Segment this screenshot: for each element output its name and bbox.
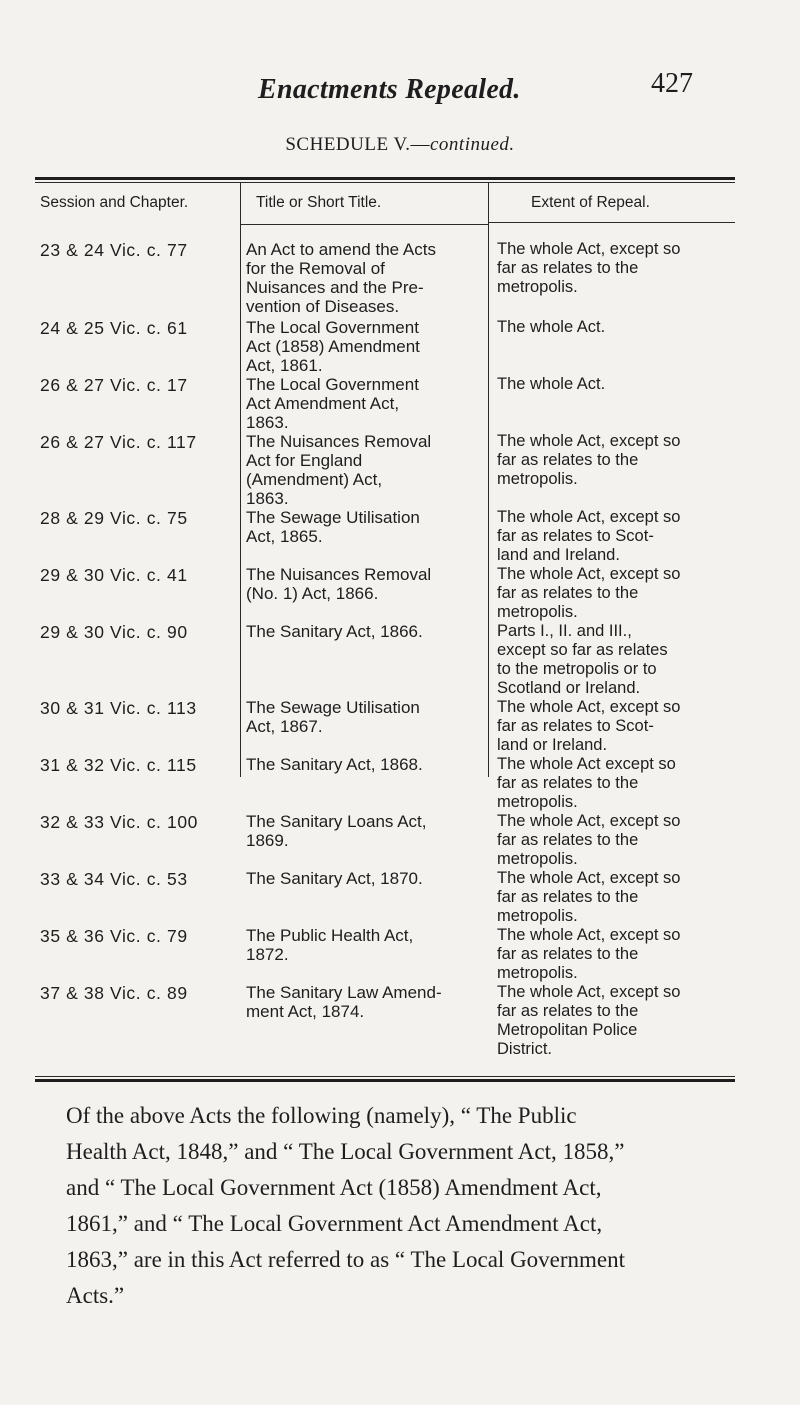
column-header-title: Title or Short Title.	[256, 194, 382, 211]
table-bottom-rule-thin	[35, 1076, 735, 1077]
table-top-rule	[35, 177, 735, 180]
act-title: The Nuisances Removal (No. 1) Act, 1866.	[246, 565, 432, 603]
session-chapter: 26 & 27 Vic. c. 117	[40, 432, 197, 452]
session-chapter: 33 & 34 Vic. c. 53	[40, 869, 188, 889]
act-title: The Sanitary Loans Act, 1869.	[246, 812, 427, 850]
session-chapter: 29 & 30 Vic. c. 41	[40, 565, 188, 585]
repeal-extent: The whole Act except so far as relates to the metropolis.	[497, 755, 676, 811]
repeal-extent: The whole Act, except so far as relates to the metropolis.	[497, 432, 681, 488]
act-title: The Sanitary Act, 1866.	[246, 622, 423, 641]
act-title: The Sanitary Law Amend- ment Act, 1874.	[246, 983, 442, 1021]
act-title: The Public Health Act, 1872.	[246, 926, 414, 964]
repeal-extent: The whole Act, except so far as relates to the metropolis.	[497, 812, 681, 868]
footnote-paragraph: Of the above Acts the following (namely), “ The Public Health Act, 1848,” and “ The Local Government Act, 1858,” and “ The Local Government Act (1858) Amendment Act, 1861,” and “ The Local Government Act Amendment Act, 1863,” are in this Act referred to as “ The Local Government Acts.”	[66, 1103, 626, 1308]
session-chapter: 31 & 32 Vic. c. 115	[40, 755, 197, 775]
repeal-extent: The whole Act.	[497, 375, 606, 393]
session-chapter: 23 & 24 Vic. c. 77	[40, 240, 188, 260]
session-chapter: 35 & 36 Vic. c. 79	[40, 926, 188, 946]
page-number: 427	[651, 68, 693, 99]
act-title: The Sewage Utilisation Act, 1867.	[246, 698, 420, 736]
session-chapter: 28 & 29 Vic. c. 75	[40, 508, 188, 528]
running-title: Enactments Repealed.	[258, 74, 521, 105]
running-head	[0, 68, 800, 114]
repeal-extent: The whole Act.	[497, 318, 606, 336]
session-chapter: 30 & 31 Vic. c. 113	[40, 698, 197, 718]
schedule-label: SCHEDULE V.—	[285, 134, 430, 155]
column-divider-1	[240, 183, 241, 777]
session-chapter: 26 & 27 Vic. c. 17	[40, 375, 188, 395]
column-header-extent: Extent of Repeal.	[531, 194, 650, 211]
repeal-extent: The whole Act, except so far as relates to Scot- land or Ireland.	[497, 698, 681, 754]
session-chapter: 24 & 25 Vic. c. 61	[40, 318, 188, 338]
repeal-extent: The whole Act, except so far as relates to the metropolis.	[497, 926, 681, 982]
repeal-extent: The whole Act, except so far as relates to the metropolis.	[497, 565, 681, 621]
table-bottom-rule	[35, 1079, 735, 1082]
session-chapter: 29 & 30 Vic. c. 90	[40, 622, 188, 642]
act-title: The Local Government Act Amendment Act, 1863.	[246, 375, 419, 432]
repeal-extent: The whole Act, except so far as relates to the metropolis.	[497, 869, 681, 925]
session-chapter: 32 & 33 Vic. c. 100	[40, 812, 198, 832]
schedule-heading	[0, 134, 800, 156]
column-header-session: Session and Chapter.	[40, 194, 189, 211]
column-divider-2	[488, 183, 489, 777]
repeal-extent: The whole Act, except so far as relates to the Metropolitan Police District.	[497, 983, 681, 1058]
act-title: The Nuisances Removal Act for England (Amendment) Act, 1863.	[246, 432, 432, 508]
header-rule-title	[240, 224, 488, 225]
repeal-extent: The whole Act, except so far as relates to Scot- land and Ireland.	[497, 508, 681, 564]
table-top-rule-thin	[35, 182, 735, 183]
act-title: The Local Government Act (1858) Amendment Act, 1861.	[246, 318, 420, 375]
act-title: The Sewage Utilisation Act, 1865.	[246, 508, 420, 546]
session-chapter: 37 & 38 Vic. c. 89	[40, 983, 188, 1003]
act-title: The Sanitary Act, 1868.	[246, 755, 423, 774]
header-rule-extent	[488, 222, 735, 223]
act-title: The Sanitary Act, 1870.	[246, 869, 423, 888]
act-title: An Act to amend the Acts for the Removal of Nuisances and the Pre- vention of Diseases.	[246, 240, 436, 316]
schedule-continued: continued.	[429, 134, 515, 155]
repeal-extent: The whole Act, except so far as relates to the metropolis.	[497, 240, 681, 296]
repeal-extent: Parts I., II. and III., except so far as relates to the metropolis or to Scotland or Ireland.	[497, 622, 668, 697]
